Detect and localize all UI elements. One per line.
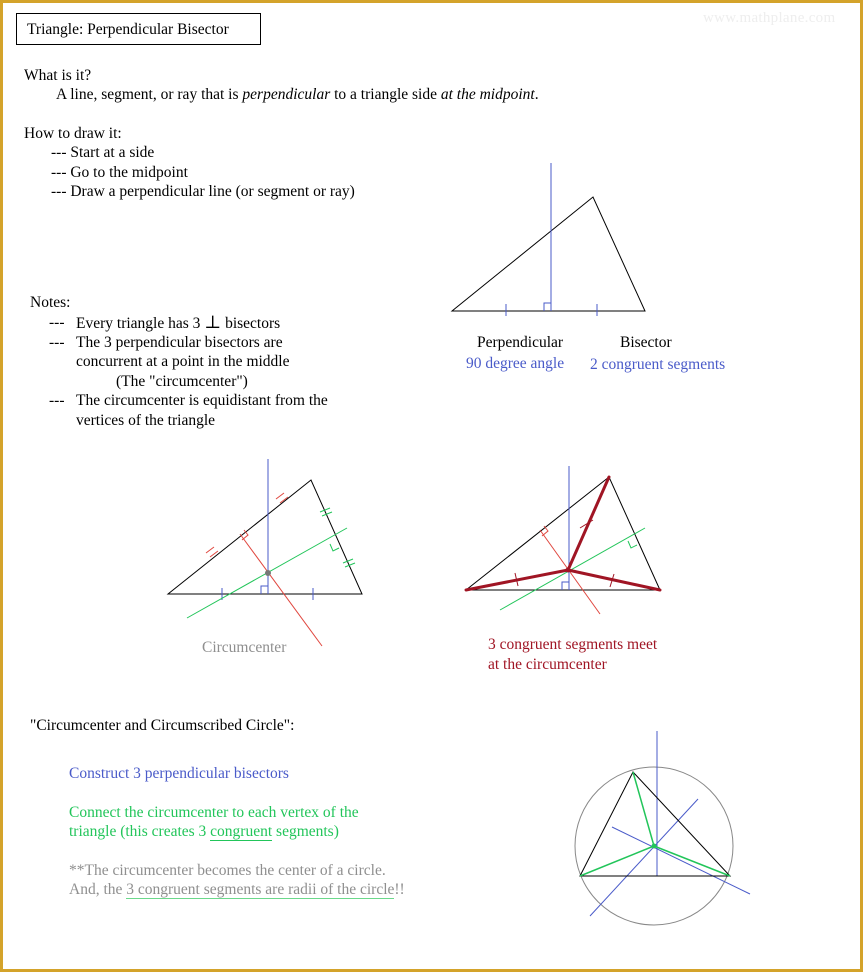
note-text: bisectors <box>225 315 281 332</box>
note-dash: --- <box>49 392 65 409</box>
note-3-line-2: vertices of the triangle <box>76 412 216 429</box>
label-congruent-segments: 2 congruent segments <box>590 356 726 373</box>
congruent-underlined: congruent <box>210 823 273 840</box>
step-construct-bisectors: Construct 3 perpendicular bisectors <box>69 765 289 782</box>
note-dash: --- <box>49 334 65 351</box>
how-to-heading: How to draw it: <box>24 125 122 142</box>
definition-part: A line, segment, or ray that is <box>56 86 243 103</box>
circle-center-point <box>652 844 657 849</box>
label-90-degree: 90 degree angle <box>466 355 565 372</box>
caption-circumcenter: Circumcenter <box>202 639 287 656</box>
perpendicular-bisector-blue <box>612 827 750 894</box>
caption-congruent-line-1: 3 congruent segments meet <box>488 636 658 653</box>
how-to-step: --- Start at a side <box>51 144 155 161</box>
watermark: www.mathplane.com <box>703 10 836 26</box>
notes-heading: Notes: <box>30 294 71 311</box>
step-text: triangle (this creates 3 <box>69 823 211 840</box>
what-is-it-heading: What is it? <box>24 67 92 84</box>
step-text: And, the <box>69 881 127 898</box>
note-2-line-1: The 3 perpendicular bisectors are <box>76 334 283 351</box>
perpendicular-symbol: ⊥ <box>204 312 222 332</box>
definition-emphasis: perpendicular <box>242 86 331 103</box>
label-bisector: Bisector <box>620 334 672 351</box>
step-text: !! <box>394 881 405 898</box>
label-perpendicular: Perpendicular <box>477 334 564 351</box>
radius-segment <box>580 846 654 876</box>
note-2-line-3: (The "circumcenter") <box>116 373 248 390</box>
definition-part: . <box>534 86 539 103</box>
definition-part: to a triangle side <box>330 86 441 103</box>
step-connect-line-1: Connect the circumcenter to each vertex of the <box>69 804 359 821</box>
radii-underlined: 3 congruent segments are radii of the circle <box>126 881 395 898</box>
note-2-line-2: concurrent at a point in the middle <box>76 353 290 370</box>
step-circle-line-1: **The circumcenter becomes the center of a circle. <box>69 862 386 879</box>
caption-congruent-line-2: at the circumcenter <box>488 656 607 673</box>
section-heading-circumscribed: "Circumcenter and Circumscribed Circle": <box>30 717 295 734</box>
note-text: Every triangle has 3 <box>76 315 201 332</box>
radius-segment <box>654 846 730 876</box>
how-to-step: --- Draw a perpendicular line (or segment or ray) <box>51 183 355 200</box>
page-title: Triangle: Perpendicular Bisector <box>16 13 261 45</box>
step-text: segments) <box>272 823 339 840</box>
note-3-line-1: The circumcenter is equidistant from the <box>76 392 328 409</box>
note-dash: --- <box>49 314 65 331</box>
how-to-step: --- Go to the midpoint <box>51 164 188 181</box>
definition-emphasis: at the midpoint <box>440 86 535 103</box>
